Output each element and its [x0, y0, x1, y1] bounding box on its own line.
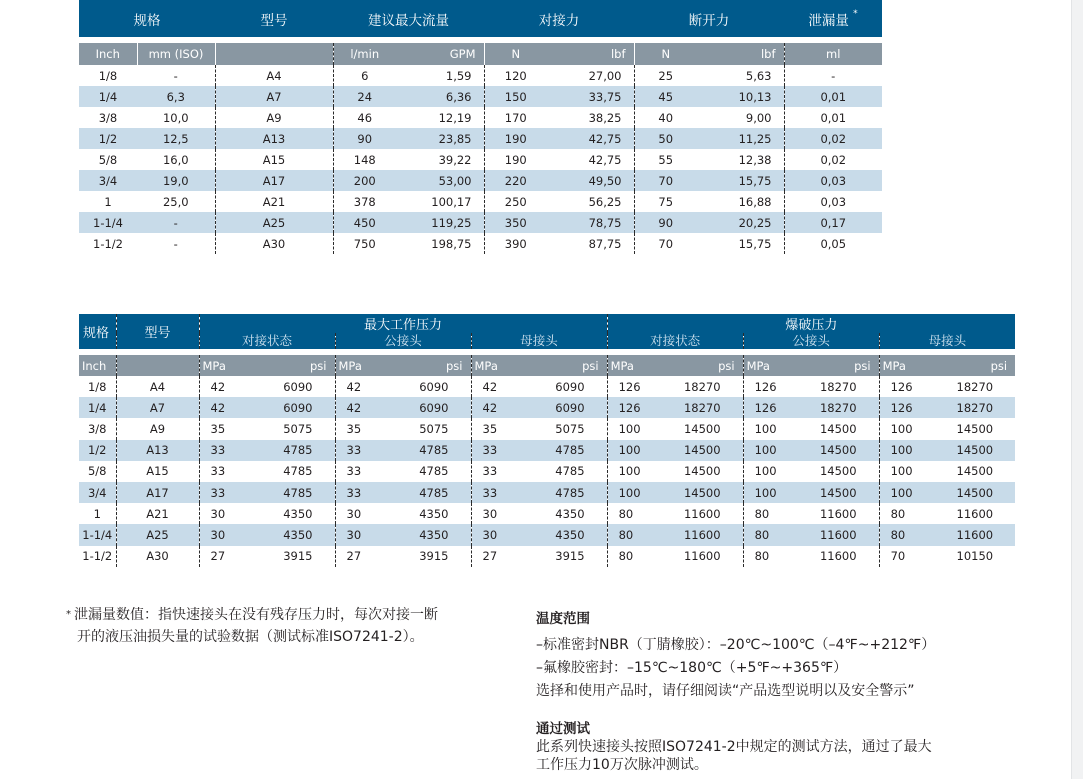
- table-cell: 33: [199, 440, 267, 461]
- table-cell: 100: [879, 482, 947, 503]
- table-cell: 35: [199, 418, 267, 439]
- table-cell: 16,88: [697, 191, 784, 212]
- table-cell: 12,19: [396, 107, 484, 128]
- table-cell: 75: [634, 191, 697, 212]
- table-cell: 35: [335, 418, 403, 439]
- table-row: [79, 546, 1015, 567]
- table-cell: 14500: [811, 461, 879, 482]
- table-row: [79, 86, 882, 107]
- table-row: [79, 524, 1015, 545]
- subheader-cell: psi: [267, 355, 335, 376]
- table-cell: 4785: [267, 440, 335, 461]
- table-cell: 27: [335, 546, 403, 567]
- table-cell: 30: [199, 503, 267, 524]
- subheader-cell: lbf: [697, 43, 784, 65]
- table-cell: 4350: [267, 503, 335, 524]
- pressure-table: [79, 314, 1015, 567]
- table-cell: 5075: [539, 418, 607, 439]
- table-cell: 49,50: [547, 170, 634, 191]
- table-cell: 0,03: [784, 191, 882, 212]
- subheader-cell: [116, 355, 199, 376]
- table-cell: 18270: [675, 376, 743, 397]
- table-cell: 126: [607, 397, 675, 418]
- table-cell: 1/8: [79, 65, 137, 86]
- leakage-footnote-line1: 泄漏量数值：指快速接头在没有残存压力时，每次对接一断: [74, 607, 438, 623]
- table-cell: 53,00: [396, 170, 484, 191]
- table-cell: 100: [743, 461, 811, 482]
- table-cell: 14500: [675, 440, 743, 461]
- subheader-cell: Inch: [79, 355, 116, 376]
- table-cell: 4350: [539, 503, 607, 524]
- subheader-cell: psi: [403, 355, 471, 376]
- table-cell: 18270: [811, 397, 879, 418]
- table-cell: 11600: [947, 503, 1015, 524]
- table-cell: 70: [879, 546, 947, 567]
- table-cell: 14500: [947, 482, 1015, 503]
- table-cell: 30: [199, 524, 267, 545]
- table-cell: 80: [879, 503, 947, 524]
- table-cell: 14500: [811, 418, 879, 439]
- table-cell: 11,25: [697, 128, 784, 149]
- table-cell: 80: [607, 503, 675, 524]
- table-cell: 14500: [675, 418, 743, 439]
- header-burst-pressure: 爆破压力: [607, 314, 1015, 333]
- table-cell: 190: [484, 128, 547, 149]
- table-cell: 80: [743, 546, 811, 567]
- table-cell: 5,63: [697, 65, 784, 86]
- table-cell: A4: [215, 65, 333, 86]
- temperature-nbr: –标准密封NBR（丁腈橡胶）：–20℃~100℃（–4℉~+212℉）: [536, 637, 936, 653]
- table-cell: 6090: [539, 376, 607, 397]
- table-cell: 30: [335, 524, 403, 545]
- table-cell: 200: [333, 170, 396, 191]
- table-cell: 3915: [267, 546, 335, 567]
- table-cell: 6090: [403, 397, 471, 418]
- table-cell: 10,0: [137, 107, 215, 128]
- table-cell: 4350: [539, 524, 607, 545]
- page-edge-scrollbar: [1071, 0, 1083, 779]
- table-cell: A7: [116, 397, 199, 418]
- table-cell: 4785: [539, 440, 607, 461]
- table-cell: 12,5: [137, 128, 215, 149]
- table-cell: 33: [335, 440, 403, 461]
- table-cell: 11600: [675, 503, 743, 524]
- header-max-working-pressure: 最大工作压力: [199, 314, 607, 333]
- table-cell: 10150: [947, 546, 1015, 567]
- table-cell: 1-1/4: [79, 212, 137, 233]
- table-cell: 10,13: [697, 86, 784, 107]
- table-row: [79, 191, 882, 212]
- table-cell: 12,38: [697, 149, 784, 170]
- table-row: [79, 503, 1015, 524]
- table-cell: A17: [215, 170, 333, 191]
- table-cell: 1-1/2: [79, 233, 137, 254]
- header-model: 型号: [116, 314, 199, 349]
- table-cell: 100: [607, 418, 675, 439]
- table-cell: 0,01: [784, 107, 882, 128]
- table-cell: 378: [333, 191, 396, 212]
- header-spec: 规格: [79, 314, 116, 349]
- table-cell: 33: [471, 440, 539, 461]
- table-cell: 1/2: [79, 128, 137, 149]
- table-cell: 14500: [675, 482, 743, 503]
- table-cell: 250: [484, 191, 547, 212]
- table-cell: 1/2: [79, 440, 116, 461]
- header-working-male: 公接头: [335, 333, 471, 349]
- table-cell: 30: [471, 503, 539, 524]
- leakage-footnote: [66, 604, 506, 648]
- subheader-cell: MPa: [879, 355, 947, 376]
- table-cell: 5/8: [79, 461, 116, 482]
- table-cell: A21: [215, 191, 333, 212]
- table-cell: A7: [215, 86, 333, 107]
- table-cell: 6090: [539, 397, 607, 418]
- table-cell: 0,02: [784, 128, 882, 149]
- table-cell: 11600: [811, 524, 879, 545]
- table-cell: 27,00: [547, 65, 634, 86]
- subheader-cell: MPa: [199, 355, 267, 376]
- table-cell: 100: [607, 440, 675, 461]
- table-cell: 11600: [811, 503, 879, 524]
- table-cell: 100: [879, 440, 947, 461]
- table-cell: 30: [471, 524, 539, 545]
- table-row: [79, 170, 882, 191]
- table-cell: -: [137, 233, 215, 254]
- subheader-cell: MPa: [607, 355, 675, 376]
- table-cell: A9: [215, 107, 333, 128]
- table-cell: 120: [484, 65, 547, 86]
- table-cell: 750: [333, 233, 396, 254]
- table-cell: 4785: [539, 461, 607, 482]
- table-row: [79, 397, 1015, 418]
- table-cell: 15,75: [697, 233, 784, 254]
- table-cell: 100: [879, 418, 947, 439]
- table-cell: 25,0: [137, 191, 215, 212]
- table-cell: 80: [743, 524, 811, 545]
- table-cell: 14500: [811, 440, 879, 461]
- table-cell: 1/8: [79, 376, 116, 397]
- subheader-cell: N: [634, 43, 697, 65]
- table-cell: 4350: [403, 524, 471, 545]
- table-cell: 3/8: [79, 418, 116, 439]
- temperature-read-notice: 选择和使用产品时，请仔细阅读“产品选型说明以及安全警示”: [536, 683, 915, 699]
- table-cell: -: [137, 65, 215, 86]
- table-cell: 0,02: [784, 149, 882, 170]
- table-cell: 55: [634, 149, 697, 170]
- table-cell: 14500: [811, 482, 879, 503]
- table-cell: 24: [333, 86, 396, 107]
- table-cell: 1,59: [396, 65, 484, 86]
- table-cell: 46: [333, 107, 396, 128]
- table-cell: 1/4: [79, 86, 137, 107]
- header-burst-male: 公接头: [743, 333, 879, 349]
- temperature-section: [536, 608, 1036, 703]
- table-row: [79, 376, 1015, 397]
- table-cell: 5/8: [79, 149, 137, 170]
- table-cell: 14500: [947, 461, 1015, 482]
- table-cell: 5075: [267, 418, 335, 439]
- table-cell: 3915: [403, 546, 471, 567]
- table-cell: 4785: [539, 482, 607, 503]
- table-cell: 27: [471, 546, 539, 567]
- table-cell: 42: [335, 376, 403, 397]
- table-cell: A30: [116, 546, 199, 567]
- table-cell: A13: [116, 440, 199, 461]
- table-row: [79, 128, 882, 149]
- header-working-female: 母接头: [471, 333, 607, 349]
- table-cell: 4350: [403, 503, 471, 524]
- table-cell: 100: [743, 418, 811, 439]
- table-cell: 3/4: [79, 170, 137, 191]
- table-cell: 1-1/2: [79, 546, 116, 567]
- testing-line2: 工作压力10万次脉冲测试。: [536, 757, 708, 773]
- subheader-cell: Inch: [79, 43, 137, 65]
- subheader-cell: N: [484, 43, 547, 65]
- table-cell: 6,36: [396, 86, 484, 107]
- table-cell: 6090: [267, 376, 335, 397]
- subheader-cell: MPa: [743, 355, 811, 376]
- table-cell: 1-1/4: [79, 524, 116, 545]
- table-cell: 42: [199, 376, 267, 397]
- table-cell: 4350: [267, 524, 335, 545]
- table-cell: A30: [215, 233, 333, 254]
- subheader-cell: MPa: [335, 355, 403, 376]
- table-cell: 70: [634, 170, 697, 191]
- subheader-cell: psi: [947, 355, 1015, 376]
- subheader-cell: [215, 43, 333, 65]
- table-cell: 0,01: [784, 86, 882, 107]
- table-cell: 45: [634, 86, 697, 107]
- table-cell: 3915: [539, 546, 607, 567]
- table-cell: 20,25: [697, 212, 784, 233]
- table-row: [79, 65, 882, 86]
- header-model: 型号: [215, 0, 333, 37]
- table-cell: 15,75: [697, 170, 784, 191]
- table-cell: 190: [484, 149, 547, 170]
- table-cell: 42: [199, 397, 267, 418]
- table-cell: A25: [215, 212, 333, 233]
- table-cell: 23,85: [396, 128, 484, 149]
- subheader-cell: psi: [675, 355, 743, 376]
- table-row: [79, 107, 882, 128]
- table-cell: 56,25: [547, 191, 634, 212]
- header-spec: 规格: [79, 0, 215, 37]
- table-cell: 80: [607, 546, 675, 567]
- table-cell: 0,03: [784, 170, 882, 191]
- table-cell: 198,75: [396, 233, 484, 254]
- leakage-footnote-line2: 开的液压油损失量的试验数据（测试标准ISO7241-2）。: [77, 629, 424, 645]
- table-cell: 119,25: [396, 212, 484, 233]
- table-cell: 16,0: [137, 149, 215, 170]
- flow-force-table: [79, 0, 882, 254]
- table-cell: 78,75: [547, 212, 634, 233]
- table-cell: 14500: [947, 418, 1015, 439]
- table-cell: 150: [484, 86, 547, 107]
- header-burst-female: 母接头: [879, 333, 1015, 349]
- table-cell: 5075: [403, 418, 471, 439]
- header-connect-force: 对接力: [484, 0, 634, 37]
- table-row: [79, 418, 1015, 439]
- subheader-cell: mm (ISO): [137, 43, 215, 65]
- table-cell: 50: [634, 128, 697, 149]
- header-disconnect-force: 断开力: [634, 0, 784, 37]
- subheader-cell: ml: [784, 43, 882, 65]
- subheader-cell: psi: [539, 355, 607, 376]
- table-cell: 42: [471, 397, 539, 418]
- table-cell: A25: [116, 524, 199, 545]
- subheader-cell: lbf: [547, 43, 634, 65]
- table-cell: 220: [484, 170, 547, 191]
- table-cell: 6: [333, 65, 396, 86]
- table-cell: 42: [471, 376, 539, 397]
- table-cell: 6,3: [137, 86, 215, 107]
- subheader-cell: MPa: [471, 355, 539, 376]
- table-cell: 33: [199, 461, 267, 482]
- table-cell: 126: [879, 397, 947, 418]
- table-cell: 4785: [267, 482, 335, 503]
- table-row: [79, 149, 882, 170]
- subheader-cell: psi: [811, 355, 879, 376]
- table-cell: 350: [484, 212, 547, 233]
- table-cell: 1: [79, 191, 137, 212]
- table-cell: 80: [879, 524, 947, 545]
- table-row: [79, 212, 882, 233]
- table-cell: 18270: [675, 397, 743, 418]
- table-cell: A4: [116, 376, 199, 397]
- table-row: [79, 461, 1015, 482]
- table-cell: 35: [471, 418, 539, 439]
- testing-section: [536, 720, 1036, 774]
- table-cell: 170: [484, 107, 547, 128]
- table-cell: 18270: [947, 397, 1015, 418]
- table-cell: 100: [743, 482, 811, 503]
- table-cell: 4785: [403, 482, 471, 503]
- table-cell: 40: [634, 107, 697, 128]
- testing-title: 通过测试: [536, 721, 590, 737]
- table-row: [79, 482, 1015, 503]
- table-cell: 90: [634, 212, 697, 233]
- table-cell: 14500: [947, 440, 1015, 461]
- table-row: [79, 233, 882, 254]
- table-cell: -: [137, 212, 215, 233]
- table-cell: 4785: [267, 461, 335, 482]
- temperature-fkm: –氟橡胶密封：–15℃~180℃（+5℉~+365℉）: [536, 660, 848, 676]
- table-cell: 87,75: [547, 233, 634, 254]
- table-cell: 33: [335, 482, 403, 503]
- table-cell: 3/8: [79, 107, 137, 128]
- subheader-cell: l/min: [333, 43, 396, 65]
- table-cell: 4785: [403, 461, 471, 482]
- table-cell: 4785: [403, 440, 471, 461]
- table-cell: 80: [743, 503, 811, 524]
- table-cell: 80: [607, 524, 675, 545]
- table-cell: 27: [199, 546, 267, 567]
- leakage-footnote-marker: *: [853, 8, 858, 19]
- header-max-flow: 建议最大流量: [333, 0, 484, 37]
- table-cell: 100,17: [396, 191, 484, 212]
- subheader-cell: GPM: [396, 43, 484, 65]
- table-cell: 33,75: [547, 86, 634, 107]
- table-cell: 6090: [267, 397, 335, 418]
- table-cell: A13: [215, 128, 333, 149]
- footnote-marker: *: [66, 609, 71, 620]
- table-cell: 14500: [675, 461, 743, 482]
- table-cell: 126: [879, 376, 947, 397]
- table-cell: 33: [471, 461, 539, 482]
- table-cell: A15: [215, 149, 333, 170]
- table-cell: 126: [743, 376, 811, 397]
- table-cell: 3/4: [79, 482, 116, 503]
- table-cell: 0,05: [784, 233, 882, 254]
- table-cell: 9,00: [697, 107, 784, 128]
- table-cell: 42: [335, 397, 403, 418]
- table-cell: 11600: [675, 524, 743, 545]
- table-cell: 390: [484, 233, 547, 254]
- table-cell: 100: [607, 482, 675, 503]
- table-cell: 18270: [947, 376, 1015, 397]
- table-cell: A17: [116, 482, 199, 503]
- table-cell: 38,25: [547, 107, 634, 128]
- temperature-title: 温度范围: [536, 611, 590, 627]
- table-cell: 126: [607, 376, 675, 397]
- table-cell: 100: [607, 461, 675, 482]
- table-cell: 148: [333, 149, 396, 170]
- testing-line1: 此系列快速接头按照ISO7241-2中规定的测试方法，通过了最大: [536, 739, 932, 755]
- header-burst-coupled: 对接状态: [607, 333, 743, 349]
- table-cell: 33: [335, 461, 403, 482]
- table-cell: 19,0: [137, 170, 215, 191]
- table-cell: 30: [335, 503, 403, 524]
- table-cell: 1/4: [79, 397, 116, 418]
- table-cell: 11600: [947, 524, 1015, 545]
- table-cell: 70: [634, 233, 697, 254]
- table-row: [79, 440, 1015, 461]
- header-leakage: 泄漏量 *: [784, 0, 882, 37]
- table-cell: 18270: [811, 376, 879, 397]
- table-cell: A21: [116, 503, 199, 524]
- header-working-coupled: 对接状态: [199, 333, 335, 349]
- table-cell: 42,75: [547, 128, 634, 149]
- table-cell: 126: [743, 397, 811, 418]
- table-cell: 25: [634, 65, 697, 86]
- table-cell: 90: [333, 128, 396, 149]
- table-cell: A9: [116, 418, 199, 439]
- table-cell: 100: [879, 461, 947, 482]
- table-cell: 6090: [403, 376, 471, 397]
- table-cell: 0,17: [784, 212, 882, 233]
- table-cell: 11600: [811, 546, 879, 567]
- table-cell: 33: [199, 482, 267, 503]
- table-cell: -: [784, 65, 882, 86]
- table-cell: 11600: [675, 546, 743, 567]
- table-cell: 33: [471, 482, 539, 503]
- table-cell: 1: [79, 503, 116, 524]
- table-cell: 100: [743, 440, 811, 461]
- table-cell: A15: [116, 461, 199, 482]
- table-cell: 450: [333, 212, 396, 233]
- table-cell: 39,22: [396, 149, 484, 170]
- table-cell: 42,75: [547, 149, 634, 170]
